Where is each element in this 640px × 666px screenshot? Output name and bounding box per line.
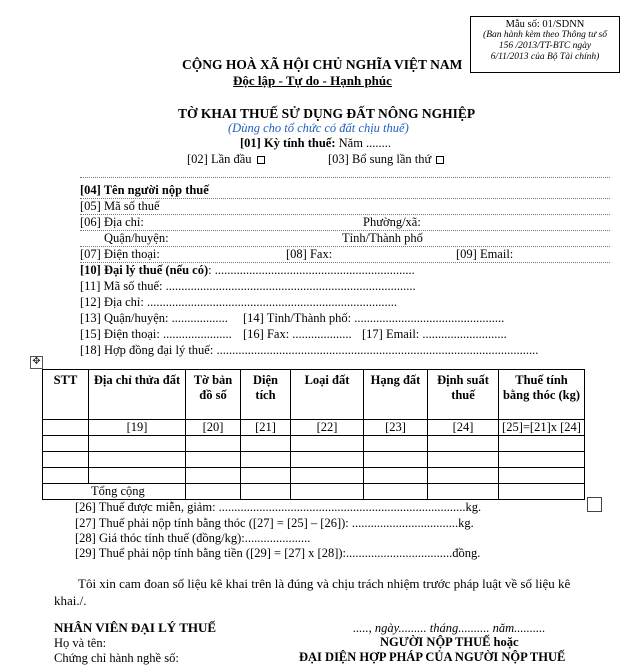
paddy-tax-line[interactable]: [27] Thuế phải nộp tính bằng thóc ([27] = [25] – [26]): ..................................kg.	[75, 516, 474, 530]
supplement-checkbox[interactable]	[436, 156, 444, 164]
tax-agent-label: [10] Đại lý thuế (nếu có)	[80, 263, 209, 277]
exempt-tax-line[interactable]: [26] Thuế được miễn, giảm: ...............................................................................kg.	[75, 500, 482, 514]
tax-period-label: Kỳ tính thuế:	[263, 136, 336, 150]
divider	[80, 177, 610, 178]
contact-field[interactable]	[80, 247, 610, 263]
col-header-tax-rate: Định suất thuế	[428, 370, 499, 420]
total-label: Tổng cộng	[43, 484, 186, 500]
form-subtitle: (Dùng cho tổ chức có đất chịu thuế)	[228, 121, 409, 135]
code-cell: [21]	[241, 420, 291, 436]
table-header-row	[43, 370, 585, 420]
country-header: CỘNG HOÀ XÃ HỘI CHỦ NGHĨA VIỆT NAM	[182, 57, 463, 72]
supplement-label: [03] Bổ sung lần thứ	[328, 152, 432, 166]
table-row[interactable]	[43, 436, 585, 452]
agent-name-label: Họ và tên:	[54, 636, 107, 650]
agent-district-field[interactable]: [13] Quận/huyện: ..................	[80, 311, 228, 325]
form-code: Mẫu số: 01/SDNN	[505, 19, 585, 30]
form-box-line1: (Ban hành kèm theo Thông tư số	[483, 30, 607, 40]
email-label: [09] Email:	[456, 247, 514, 261]
agent-contract-field[interactable]: [18] Hợp đồng đại lý thuế: .......................................................................................................	[80, 343, 539, 357]
supplement-option[interactable]	[328, 152, 444, 167]
form-title: TỜ KHAI THUẾ SỬ DỤNG ĐẤT NÔNG NGHIỆP	[178, 106, 476, 121]
first-time-label: [02] Lần đầu	[187, 152, 252, 166]
representative-title: ĐẠI DIỆN HỢP PHÁP CỦA NGƯỜI NỘP THUẾ	[299, 650, 566, 664]
land-tax-table	[42, 369, 585, 500]
code-cell: [20]	[186, 420, 241, 436]
form-box-line2: 156 /2013/TT-BTC ngày	[498, 41, 592, 51]
date-line: ....., ngày......... tháng.......... năm..........	[353, 621, 546, 635]
agent-phone-field[interactable]: [15] Điện thoại: ......................	[80, 327, 232, 341]
first-time-option[interactable]	[187, 152, 265, 167]
address-label: [06] Địa chỉ:	[80, 215, 144, 229]
code-cell: [25]=[21]x [24]	[499, 420, 585, 436]
first-time-checkbox[interactable]	[257, 156, 265, 164]
table-row[interactable]	[43, 452, 585, 468]
paddy-price-line[interactable]: [28] Giá thóc tính thuế (đồng/kg):.....................	[75, 531, 311, 545]
tax-code-field[interactable]: [05] Mã số thuế	[80, 199, 610, 215]
col-header-area: Diện tích	[241, 370, 291, 420]
motto: Độc lập - Tự do - Hạnh phúc	[233, 73, 392, 88]
col-header-tax-paddy: Thuế tính bằng thóc (kg)	[499, 370, 585, 420]
fax-label: [08] Fax:	[286, 247, 333, 261]
cash-tax-line[interactable]: [29] Thuế phải nộp tính bằng tiền ([29] = [27] x [28]):..................................đồng.	[75, 546, 481, 560]
agent-email-field[interactable]: [17] Email: ...........................	[362, 327, 507, 341]
tax-period	[240, 136, 391, 151]
tax-period-value: Năm ........	[338, 136, 392, 150]
taxpayer-name-field[interactable]: [04] Tên người nộp thuế	[80, 183, 610, 199]
table-code-row	[43, 420, 585, 436]
move-icon[interactable]: ✥	[30, 356, 43, 369]
ward-label: Phường/xã:	[363, 215, 421, 229]
table-row[interactable]	[43, 468, 585, 484]
code-cell	[43, 420, 89, 436]
col-header-map-sheet: Tờ bản đồ số	[186, 370, 241, 420]
taxpayer-title: NGƯỜI NỘP THUẾ hoặc	[380, 635, 519, 649]
address-field[interactable]	[80, 215, 610, 231]
declaration-text: Tôi xin cam đoan số liệu kê khai trên là đúng và chịu trách nhiệm trước pháp luật về số liệu kê khai./.	[54, 576, 571, 608]
col-header-land-type: Loại đất	[291, 370, 364, 420]
tax-agent-field[interactable]	[80, 263, 415, 278]
phone-label: [07] Điện thoại:	[80, 247, 160, 261]
code-cell: [24]	[428, 420, 499, 436]
certificate-label: Chứng chỉ hành nghề số:	[54, 651, 179, 665]
form-box-line3: 6/11/2013 của Bộ Tài chính)	[490, 52, 600, 62]
tax-period-code: [01]	[240, 136, 261, 150]
agent-address-field[interactable]: [12] Địa chỉ: ................................................................................	[80, 295, 397, 309]
agent-fax-field[interactable]: [16] Fax: ...................	[243, 327, 352, 341]
code-cell: [23]	[364, 420, 428, 436]
resize-handle[interactable]	[587, 497, 602, 512]
table-total-row	[43, 484, 585, 500]
tax-agent-fill: : ................................................................	[208, 263, 415, 277]
code-cell: [19]	[89, 420, 186, 436]
province-label: Tỉnh/Thành phố	[342, 231, 423, 245]
col-header-land-grade: Hạng đất	[364, 370, 428, 420]
code-cell: [22]	[291, 420, 364, 436]
district-province-field[interactable]	[80, 231, 610, 247]
col-header-stt: STT	[43, 370, 89, 420]
agent-province-field[interactable]: [14] Tỉnh/Thành phố: ................................................	[243, 311, 505, 325]
form-number-box	[470, 16, 620, 73]
agent-tax-code-field[interactable]: [11] Mã số thuế: ................................................................................	[80, 279, 416, 293]
col-header-address: Địa chỉ thửa đất	[89, 370, 186, 420]
agent-staff-title: NHÂN VIÊN ĐẠI LÝ THUẾ	[54, 620, 217, 635]
district-label: Quận/huyện:	[104, 231, 169, 245]
